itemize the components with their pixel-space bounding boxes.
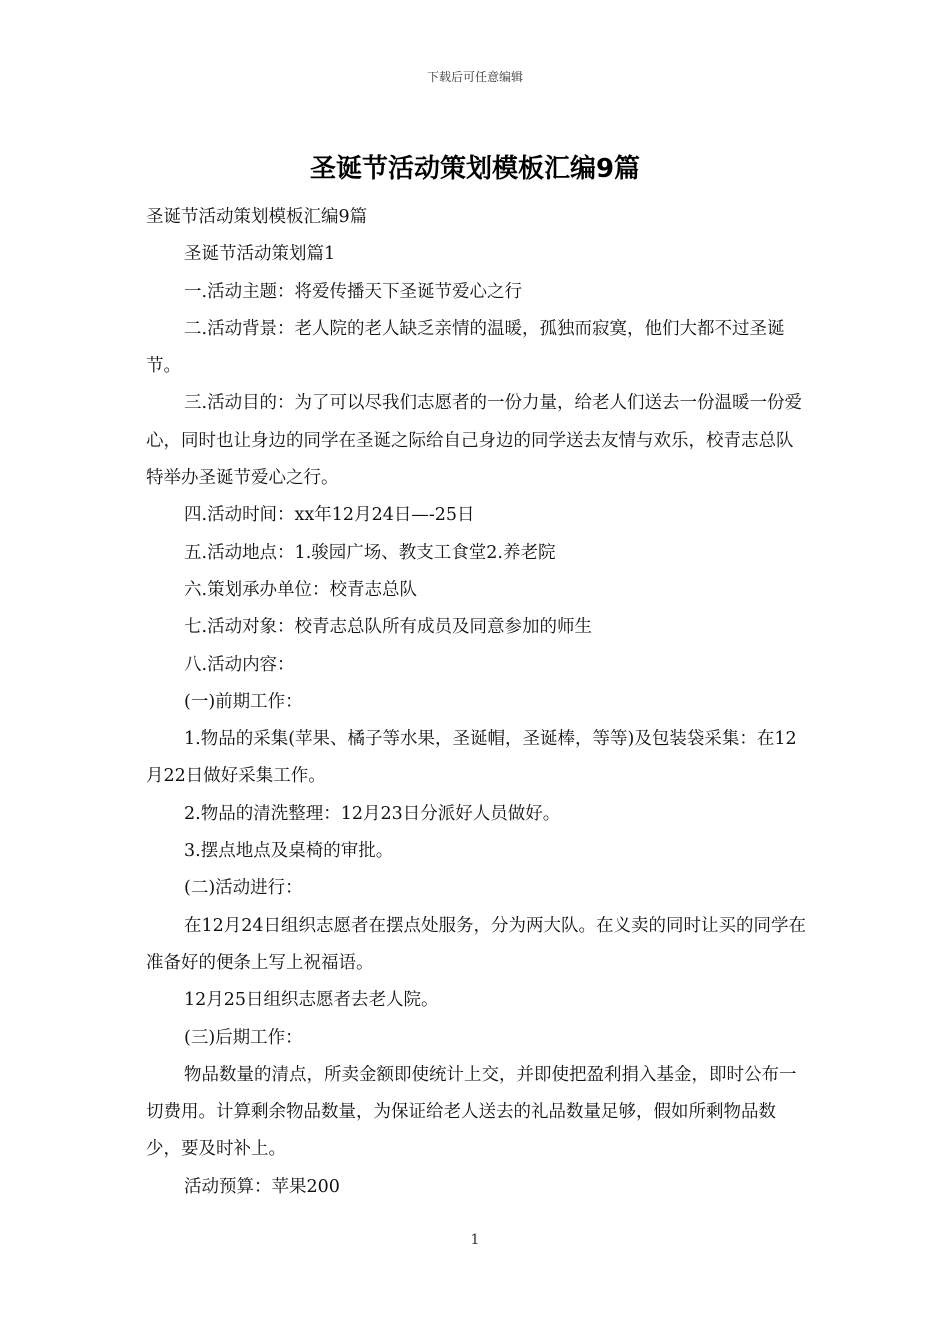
paragraph-time: 四.活动时间：xx年12月24日—-25日 xyxy=(184,505,475,526)
paragraph-background: 二.活动背景：老人院的老人缺乏亲情的温暖，孤独而寂寞，他们大都不过圣诞节。 xyxy=(146,318,785,377)
paragraph-prep-heading: (一)前期工作： xyxy=(184,691,303,712)
document-body xyxy=(146,199,810,1206)
paragraph-execution-day1: 在12月24日组织志愿者在摆点处服务，分为两大队。在义卖的同时让买的同学在准备好的便条上写上祝福语。 xyxy=(146,915,807,973)
paragraph-budget: 活动预算：苹果200 xyxy=(184,1176,340,1197)
document-title: 圣诞节活动策划模板汇编9篇 xyxy=(309,154,641,184)
paragraph-execution-heading: (二)活动进行： xyxy=(184,878,303,899)
paragraph-followup-heading: (三)后期工作： xyxy=(184,1027,303,1048)
paragraph-prep-item-1: 1.物品的采集(苹果、橘子等水果，圣诞帽，圣诞棒，等等)及包装袋采集：在12月22日做好采集工作。 xyxy=(146,729,797,787)
paragraph-section-heading: 圣诞节活动策划篇1 xyxy=(184,244,336,265)
paragraph-execution-day2: 12月25日组织志愿者去老人院。 xyxy=(184,990,439,1011)
paragraph-prep-item-3: 3.摆点地点及桌椅的审批。 xyxy=(184,841,394,862)
paragraph-audience: 七.活动对象：校青志总队所有成员及同意参加的师生 xyxy=(184,617,593,638)
paragraph-subtitle: 圣诞节活动策划模板汇编9篇 xyxy=(146,207,368,227)
page-number: 1 xyxy=(470,1232,480,1248)
paragraph-organizer: 六.策划承办单位：校青志总队 xyxy=(184,579,418,600)
paragraph-prep-item-2: 2.物品的清洗整理：12月23日分派好人员做好。 xyxy=(184,803,561,824)
paragraph-content-heading: 八.活动内容： xyxy=(184,654,295,675)
paragraph-purpose: 三.活动目的：为了可以尽我们志愿者的一份力量，给老人们送去一份温暖一份爱心，同时也让身边的同学在圣诞之际给自己身边的同学送去友情与欢乐，校青志总队特举办圣诞节爱心之行。 xyxy=(146,393,803,489)
paragraph-location: 五.活动地点：1.骏园广场、教支工食堂2.养老院 xyxy=(184,542,556,563)
paragraph-theme: 一.活动主题：将爱传播天下圣诞节爱心之行 xyxy=(184,281,523,302)
paragraph-followup-detail: 物品数量的清点，所卖金额即使统计上交，并即使把盈利捐入基金，即时公布一切费用。计算剩余物品数量，为保证给老人送去的礼品数量足够，假如所剩物品数少，要及时补上。 xyxy=(146,1064,797,1160)
header-note: 下载后可任意编辑 xyxy=(426,70,523,84)
